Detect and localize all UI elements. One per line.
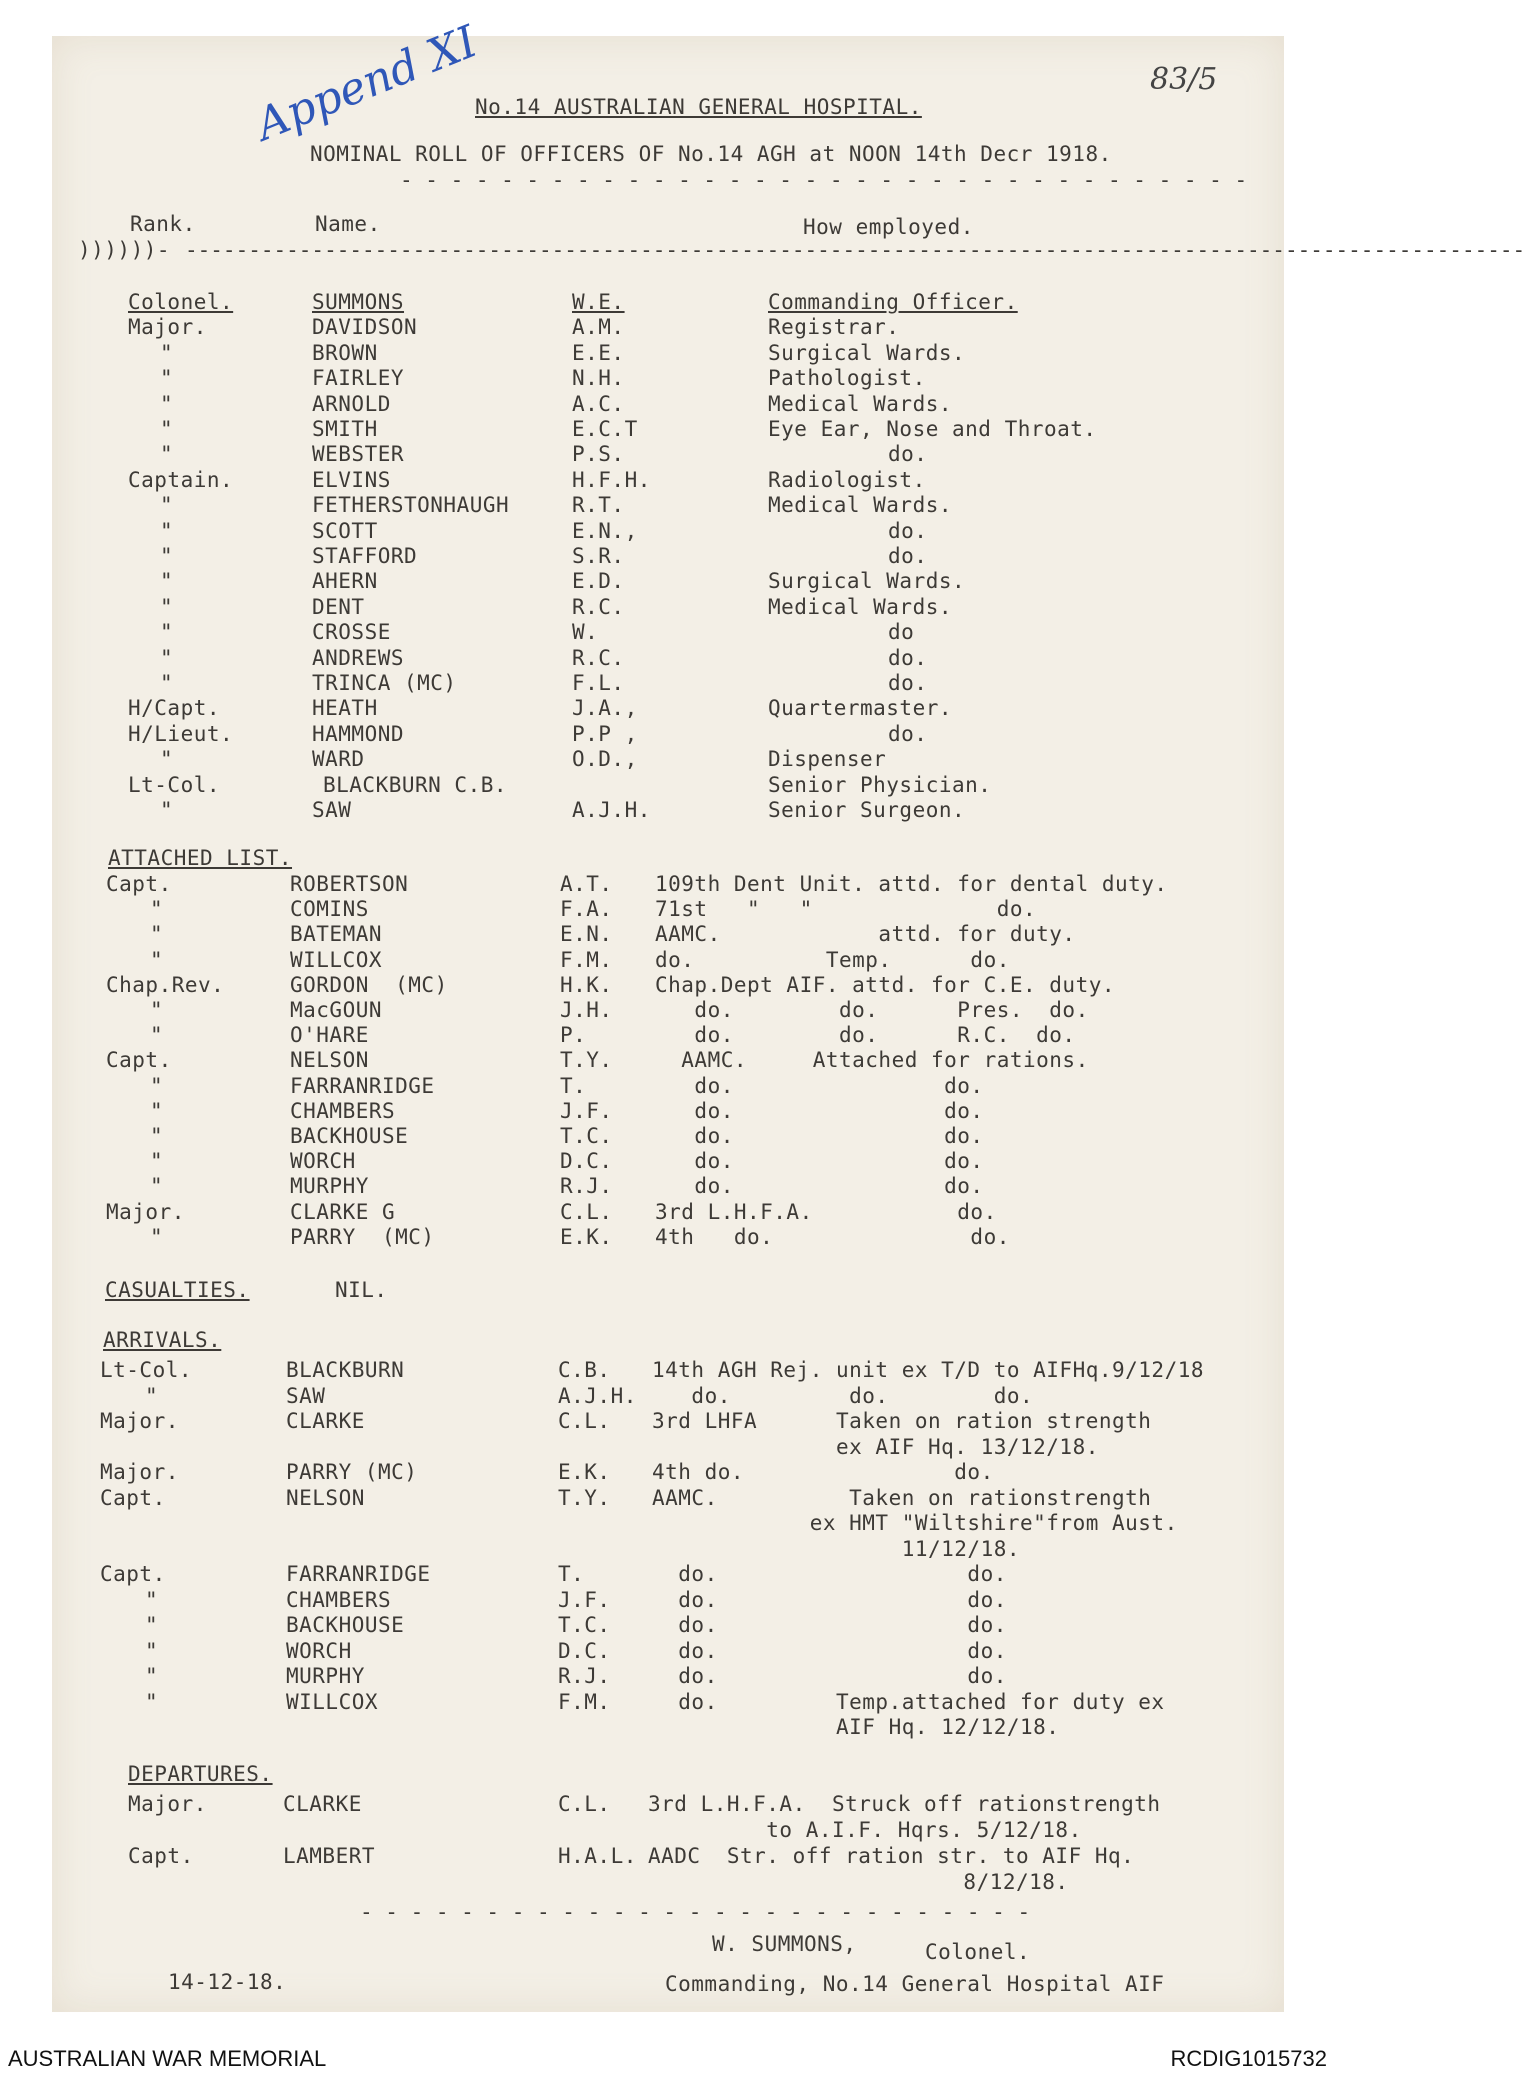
- attached-rank: Capt.: [106, 872, 172, 896]
- departure-detail: 3rd L.H.F.A. Struck off rationstrength: [648, 1792, 1161, 1816]
- attached-name: WILLCOX: [290, 947, 383, 972]
- officer-initials: E.N.,: [572, 518, 638, 543]
- officer-employment: do: [888, 620, 915, 645]
- officer-name: SUMMONS: [312, 290, 405, 314]
- arrival-detail: ex HMT "Wiltshire"from Aust.: [652, 1511, 1178, 1535]
- header-divider: ----------------------------------------------------------------------------------------------------------: [185, 238, 1525, 262]
- attached-rank: ": [150, 897, 164, 922]
- attached-unit: 3rd L.H.F.A. do.: [655, 1199, 997, 1224]
- arrival-rank: ": [145, 1613, 159, 1637]
- officer-rank: ": [160, 620, 174, 645]
- attached-name: MURPHY: [290, 1174, 369, 1199]
- officer-name: TRINCA (MC): [312, 671, 457, 695]
- attached-rank: ": [150, 1149, 164, 1174]
- officer-rank: ": [160, 366, 174, 391]
- attached-name: PARRY (MC): [290, 1224, 435, 1249]
- attached-rank: ": [150, 1098, 164, 1123]
- attached-initials: A.T.: [560, 872, 613, 896]
- arrival-detail: do. do.: [652, 1587, 1007, 1612]
- attached-initials: T.Y.: [560, 1048, 613, 1073]
- arrival-rank: ": [145, 1383, 159, 1408]
- attached-name: FARRANRIDGE: [290, 1073, 435, 1098]
- officer-name: WEBSTER: [312, 442, 405, 467]
- officer-rank: ": [160, 493, 174, 518]
- officer-initials: E.E.: [572, 340, 625, 365]
- officer-name: WARD: [312, 747, 365, 772]
- attached-unit: AAMC. Attached for rations.: [655, 1048, 1089, 1073]
- officer-rank: ": [160, 340, 174, 365]
- arrival-initials: R.J.: [558, 1664, 611, 1688]
- officer-name: ANDREWS: [312, 645, 405, 670]
- arrival-rank: ": [145, 1689, 159, 1714]
- attached-unit: AAMC. attd. for duty.: [655, 922, 1076, 947]
- officer-employment: do.: [888, 721, 928, 746]
- officer-name: BROWN: [312, 340, 378, 365]
- attached-initials: T.C.: [560, 1124, 613, 1148]
- attached-rank: Major.: [106, 1199, 185, 1224]
- officer-rank: H/Lieut.: [128, 721, 234, 746]
- officer-employment: Registrar.: [768, 315, 900, 340]
- officer-name: FETHERSTONHAUGH: [312, 493, 510, 518]
- hospital-title: No.14 AUSTRALIAN GENERAL HOSPITAL.: [475, 95, 922, 119]
- attached-initials: J.H.: [560, 998, 613, 1022]
- attached-name: WORCH: [290, 1149, 356, 1174]
- column-header-rank: Rank.: [130, 212, 196, 236]
- departure-detail: 8/12/18.: [648, 1870, 1069, 1894]
- departure-detail: AADC Str. off ration str. to AIF Hq.: [648, 1844, 1135, 1868]
- officer-employment: do.: [888, 645, 928, 670]
- attached-initials: C.L.: [560, 1199, 613, 1224]
- title-divider: - - - - - - - - - - - - - - - - - - - - - - - - - - - - - - - - - -: [400, 168, 1248, 192]
- officer-employment: do.: [888, 671, 928, 695]
- officer-name: SMITH: [312, 417, 378, 441]
- arrival-detail: 11/12/18.: [652, 1536, 1021, 1561]
- footer-institution: AUSTRALIAN WAR MEMORIAL: [8, 2046, 327, 2071]
- arrival-detail: do. do.: [652, 1664, 1007, 1688]
- officer-initials: N.H.: [572, 366, 625, 391]
- attached-unit: 71st " " do.: [655, 897, 1037, 922]
- officer-rank: ": [160, 391, 174, 416]
- attached-name: MacGOUN: [290, 998, 383, 1022]
- officer-initials: R.C.: [572, 594, 625, 619]
- arrival-rank: ": [145, 1664, 159, 1688]
- officer-rank: Captain.: [128, 467, 234, 492]
- officer-rank: Colonel.: [128, 290, 234, 314]
- officer-rank: ": [160, 645, 174, 670]
- departure-name: LAMBERT: [283, 1844, 376, 1868]
- officer-initials: E.C.T: [572, 417, 638, 441]
- attached-name: BACKHOUSE: [290, 1124, 409, 1148]
- casualties-value: NIL.: [335, 1278, 388, 1302]
- officer-initials: F.L.: [572, 671, 625, 695]
- officer-name: AHERN: [312, 569, 378, 594]
- attached-initials: T.: [560, 1073, 587, 1098]
- arrival-detail: 3rd LHFA Taken on ration strength: [652, 1409, 1152, 1433]
- officer-initials: W.E.: [572, 290, 625, 314]
- officer-name: CROSSE: [312, 620, 391, 645]
- attached-rank: Capt.: [106, 1048, 172, 1073]
- officer-employment: Senior Physician.: [768, 772, 992, 797]
- officer-rank: ": [160, 671, 174, 695]
- arrival-name: NELSON: [286, 1485, 365, 1510]
- handwritten-appendix-note: Append XI: [248, 16, 485, 151]
- departure-initials: C.L.: [558, 1792, 611, 1816]
- arrival-detail: ex AIF Hq. 13/12/18.: [652, 1434, 1099, 1459]
- document-title: NOMINAL ROLL OF OFFICERS OF No.14 AGH at NOON 14th Decr 1918.: [310, 142, 1112, 166]
- attached-rank: ": [150, 947, 164, 972]
- arrival-initials: T.C.: [558, 1613, 611, 1637]
- arrival-initials: C.B.: [558, 1358, 611, 1382]
- officer-initials: R.T.: [572, 493, 625, 518]
- attached-initials: E.N.: [560, 922, 613, 947]
- attached-initials: E.K.: [560, 1224, 613, 1249]
- closing-divider: - - - - - - - - - - - - - - - - - - - - - - - - - - -: [360, 1900, 1031, 1924]
- officer-employment: Commanding Officer.: [768, 290, 1018, 314]
- arrival-name: WILLCOX: [286, 1689, 379, 1714]
- officer-rank: ": [160, 594, 174, 619]
- officer-initials: S.R.: [572, 544, 625, 568]
- officer-name: STAFFORD: [312, 544, 418, 568]
- attached-unit: do. do. R.C. do.: [655, 1023, 1076, 1048]
- officer-initials: A.C.: [572, 391, 625, 416]
- attached-name: O'HARE: [290, 1023, 369, 1048]
- officer-initials: A.J.H.: [572, 798, 651, 822]
- officer-name: HAMMOND: [312, 721, 405, 746]
- attached-rank: ": [150, 1124, 164, 1148]
- officer-rank: ": [160, 518, 174, 543]
- arrival-detail: AAMC. Taken on rationstrength: [652, 1485, 1152, 1510]
- officer-name: ARNOLD: [312, 391, 391, 416]
- officer-name: SAW: [312, 798, 352, 822]
- attached-heading: ATTACHED LIST.: [108, 846, 293, 870]
- officer-employment: Surgical Wards.: [768, 340, 966, 365]
- officer-employment: do.: [888, 442, 928, 467]
- attached-unit: do. do.: [655, 1149, 984, 1174]
- attached-initials: F.A.: [560, 897, 613, 922]
- officer-employment: Senior Surgeon.: [768, 798, 966, 822]
- casualties-heading: CASUALTIES.: [105, 1278, 250, 1302]
- officer-initials: A.M.: [572, 315, 625, 340]
- arrival-name: FARRANRIDGE: [286, 1562, 431, 1586]
- officer-initials: J.A.,: [572, 696, 638, 721]
- arrival-rank: Capt.: [100, 1485, 166, 1510]
- officer-initials: P.P ,: [572, 721, 638, 746]
- officer-rank: ": [160, 747, 174, 772]
- arrival-name: MURPHY: [286, 1664, 365, 1688]
- officer-employment: Medical Wards.: [768, 493, 953, 518]
- arrival-detail: do. do. do.: [652, 1383, 1034, 1408]
- officer-rank: ": [160, 544, 174, 568]
- officer-initials: W.: [572, 620, 599, 645]
- officer-employment: do.: [888, 518, 928, 543]
- officer-employment: Medical Wards.: [768, 391, 953, 416]
- arrival-initials: C.L.: [558, 1409, 611, 1433]
- attached-rank: ": [150, 1174, 164, 1199]
- arrival-name: WORCH: [286, 1638, 352, 1663]
- column-header-how-employed: How employed.: [803, 215, 974, 239]
- arrival-rank: Major.: [100, 1409, 179, 1433]
- attached-rank: ": [150, 998, 164, 1022]
- attached-name: ROBERTSON: [290, 872, 409, 896]
- left-margin-marks: ))))))-: [78, 238, 171, 262]
- attached-initials: P.: [560, 1023, 587, 1048]
- arrival-name: CHAMBERS: [286, 1587, 392, 1612]
- officer-employment: Dispenser: [768, 747, 887, 772]
- departure-rank: Major.: [128, 1792, 207, 1816]
- officer-employment: Pathologist.: [768, 366, 926, 391]
- departure-detail: to A.I.F. Hqrs. 5/12/18.: [648, 1818, 1082, 1842]
- attached-unit: 4th do. do.: [655, 1224, 1010, 1249]
- attached-unit: do. do.: [655, 1098, 984, 1123]
- officer-initials: R.C.: [572, 645, 625, 670]
- officer-rank: ": [160, 442, 174, 467]
- attached-rank: Chap.Rev.: [106, 972, 225, 997]
- arrival-detail: do. do.: [652, 1613, 1007, 1637]
- handwritten-folio-number: 83/5: [1150, 62, 1218, 97]
- attached-name: GORDON (MC): [290, 972, 448, 997]
- attached-initials: F.M.: [560, 947, 613, 972]
- attached-rank: ": [150, 1023, 164, 1048]
- arrival-rank: Major.: [100, 1460, 179, 1484]
- arrival-initials: F.M.: [558, 1689, 611, 1714]
- column-header-name: Name.: [315, 212, 381, 236]
- arrival-detail: AIF Hq. 12/12/18.: [652, 1715, 1060, 1739]
- officer-rank: ": [160, 417, 174, 441]
- attached-name: NELSON: [290, 1048, 369, 1073]
- arrival-initials: T.: [558, 1562, 585, 1586]
- attached-initials: H.K.: [560, 972, 613, 997]
- arrival-name: SAW: [286, 1383, 326, 1408]
- arrival-detail: 4th do. do.: [652, 1460, 994, 1484]
- attached-initials: J.F.: [560, 1098, 613, 1123]
- officer-rank: Major.: [128, 315, 207, 340]
- attached-initials: R.J.: [560, 1174, 613, 1199]
- departures-heading: DEPARTURES.: [128, 1762, 273, 1786]
- departure-name: CLARKE: [283, 1792, 362, 1816]
- arrival-detail: do. do.: [652, 1638, 1007, 1663]
- officer-name: HEATH: [312, 696, 378, 721]
- attached-rank: ": [150, 1073, 164, 1098]
- officer-employment: Radiologist.: [768, 467, 926, 492]
- arrival-name: BACKHOUSE: [286, 1613, 405, 1637]
- signature-rank: Colonel.: [925, 1940, 1031, 1964]
- attached-unit: do. do.: [655, 1124, 984, 1148]
- officer-name: DENT: [312, 594, 365, 619]
- arrival-initials: A.J.H.: [558, 1383, 637, 1408]
- arrival-detail: do. do.: [652, 1562, 1007, 1586]
- attached-unit: do. Temp. do.: [655, 947, 1010, 972]
- signature-title: Commanding, No.14 General Hospital AIF: [665, 1972, 1165, 1996]
- officer-employment: Medical Wards.: [768, 594, 953, 619]
- officer-name: FAIRLEY: [312, 366, 405, 391]
- officer-rank: H/Capt.: [128, 696, 221, 721]
- departure-initials: H.A.L.: [558, 1844, 637, 1868]
- attached-unit: do. do.: [655, 1073, 984, 1098]
- arrival-name: PARRY (MC): [286, 1460, 418, 1484]
- officer-employment: Surgical Wards.: [768, 569, 966, 594]
- arrival-detail: do. Temp.attached for duty ex: [652, 1689, 1165, 1714]
- officer-rank: Lt-Col.: [128, 772, 221, 797]
- arrival-name: BLACKBURN: [286, 1358, 405, 1382]
- signature-name: W. SUMMONS,: [712, 1932, 857, 1956]
- officer-initials: E.D.: [572, 569, 625, 594]
- arrival-rank: Lt-Col.: [100, 1358, 193, 1382]
- attached-name: CHAMBERS: [290, 1098, 396, 1123]
- officer-employment: Eye Ear, Nose and Throat.: [768, 417, 1097, 441]
- officer-initials: H.F.H.: [572, 467, 651, 492]
- attached-unit: do. do. Pres. do.: [655, 998, 1089, 1022]
- attached-unit: Chap.Dept AIF. attd. for C.E. duty.: [655, 972, 1116, 997]
- officer-rank: ": [160, 569, 174, 594]
- attached-rank: ": [150, 922, 164, 947]
- officer-name: BLACKBURN C.B.: [323, 772, 508, 797]
- attached-rank: ": [150, 1224, 164, 1249]
- officer-employment: do.: [888, 544, 928, 568]
- officer-employment: Quartermaster.: [768, 696, 953, 721]
- attached-initials: D.C.: [560, 1149, 613, 1174]
- arrival-initials: E.K.: [558, 1460, 611, 1484]
- arrival-name: CLARKE: [286, 1409, 365, 1433]
- arrival-initials: T.Y.: [558, 1485, 611, 1510]
- arrival-initials: D.C.: [558, 1638, 611, 1663]
- arrival-detail: 14th AGH Rej. unit ex T/D to AIFHq.9/12/18: [652, 1358, 1205, 1382]
- officer-name: ELVINS: [312, 467, 391, 492]
- attached-name: COMINS: [290, 897, 369, 922]
- attached-name: BATEMAN: [290, 922, 383, 947]
- attached-unit: 109th Dent Unit. attd. for dental duty.: [655, 872, 1168, 896]
- attached-name: CLARKE G: [290, 1199, 396, 1224]
- footer-reference-id: RCDIG1015732: [1170, 2046, 1327, 2071]
- officer-rank: ": [160, 798, 174, 822]
- officer-name: DAVIDSON: [312, 315, 418, 340]
- departure-rank: Capt.: [128, 1844, 194, 1868]
- arrival-rank: ": [145, 1638, 159, 1663]
- arrival-initials: J.F.: [558, 1587, 611, 1612]
- arrival-rank: ": [145, 1587, 159, 1612]
- officer-initials: O.D.,: [572, 747, 638, 772]
- document-date: 14-12-18.: [168, 1970, 287, 1994]
- attached-unit: do. do.: [655, 1174, 984, 1199]
- officer-name: SCOTT: [312, 518, 378, 543]
- arrival-rank: Capt.: [100, 1562, 166, 1586]
- arrivals-heading: ARRIVALS.: [103, 1328, 222, 1352]
- officer-initials: P.S.: [572, 442, 625, 467]
